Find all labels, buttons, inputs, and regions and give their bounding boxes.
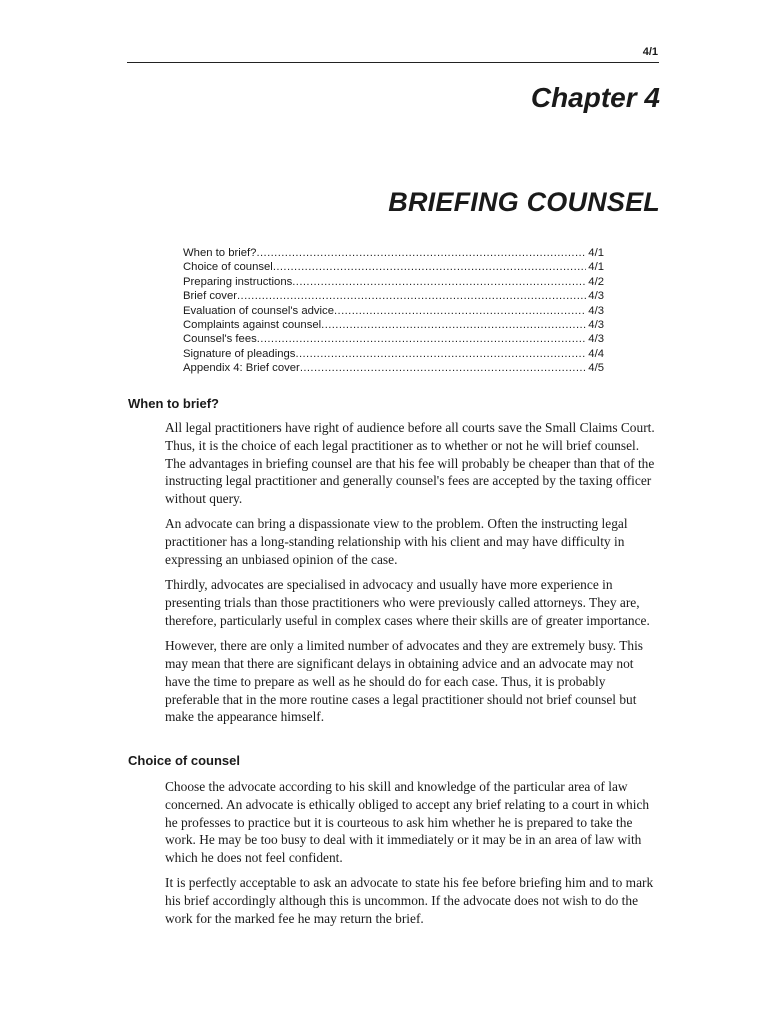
toc-entry-page: 4/4 [588, 347, 604, 360]
toc-entry-page: 4/2 [588, 275, 604, 288]
section-body-when-to-brief [165, 419, 660, 734]
table-of-contents [183, 246, 604, 376]
toc-entry [183, 289, 604, 303]
section-heading-choice-of-counsel: Choice of counsel [128, 753, 240, 768]
toc-entry [183, 275, 604, 289]
body-paragraph: However, there are only a limited number of advocates and they are extremely busy. This may mean that there are significant delays in obtaining advice and an advocate may not have the time to prepare as well as he should do for each case. Thus, it is probably preferable that in the more routine cases a legal practitioner should not brief counsel but make the appearance himself. [165, 638, 644, 725]
toc-leader-dots [256, 246, 586, 260]
toc-entry-label: Brief cover [183, 290, 237, 303]
toc-entry-label: Appendix 4: Brief cover [183, 362, 300, 375]
toc-entry-page: 4/5 [588, 362, 604, 375]
toc-entry-label: Complaints against counsel [183, 319, 322, 332]
toc-entry-label: When to brief? [183, 247, 257, 259]
toc-entry-page: 4/3 [588, 290, 604, 303]
toc-entry [183, 304, 604, 318]
toc-entry [183, 347, 604, 361]
toc-entry-page: 4/3 [588, 319, 604, 332]
chapter-label: Chapter 4 [530, 82, 660, 113]
toc-entry [183, 318, 604, 332]
body-paragraph: An advocate can bring a dispassionate view to the problem. Often the instructing legal practitioner has a long-standing relationship with his client and may have difficulty in expressing an unbiased opinion of the case. [165, 516, 628, 568]
toc-leader-dots [334, 304, 586, 318]
toc-leader-dots [292, 275, 586, 289]
toc-leader-dots [321, 318, 586, 332]
toc-entry-label: Preparing instructions [183, 275, 293, 288]
body-paragraph: Choose the advocate according to his skill and knowledge of the particular area of law concerned. An advocate is ethically obliged to accept any brief relating to a court in which he professes to practice but it is courteous to ask him whether he is prepared to take the work. He may be too busy to deal with it immediately or it may be in an area of law with which he does not feel confident. [165, 779, 650, 866]
toc-entry-label: Evaluation of counsel's advice [183, 304, 334, 317]
toc-entry-label: Signature of pleadings [183, 347, 296, 360]
page-number: 4/1 [642, 46, 658, 58]
toc-leader-dots [237, 289, 586, 303]
toc-entry [183, 246, 604, 260]
body-paragraph: Thirdly, advocates are specialised in advocacy and usually have more experience in presenting trials than those practitioners who were previously called attorneys. They are, therefore, particularly useful in complex cases where their skills are of greater importance. [165, 577, 650, 628]
toc-leader-dots [273, 260, 586, 274]
section-heading-when-to-brief: When to brief? [128, 396, 219, 411]
toc-leader-dots [300, 361, 586, 375]
section-body-choice-of-counsel [165, 778, 660, 935]
toc-entry-page: 4/3 [588, 333, 604, 346]
toc-entry [183, 260, 604, 274]
toc-entry-page: 4/1 [588, 261, 604, 274]
toc-entry-page: 4/1 [588, 247, 604, 259]
body-paragraph: All legal practitioners have right of audience before all courts save the Small Claims Court. Thus, it is the choice of each legal practitioner as to whether or not he will brief counsel. The advantages in briefing counsel are that his fee will probably be cheaper than that of the instructing legal practitioner and generally counsel's fees are accepted by the taxing officer without query. [165, 420, 655, 507]
header-rule [127, 62, 659, 63]
toc-entry-label: Counsel's fees [183, 333, 257, 346]
toc-entry [183, 361, 604, 375]
toc-leader-dots [257, 332, 587, 346]
chapter-title: BRIEFING COUNSEL [388, 187, 660, 217]
body-paragraph: It is perfectly acceptable to ask an advocate to state his fee before briefing him and to mark his brief accordingly although this is uncommon. If the advocate does not wish to do the work for the marked fee he may return the brief. [165, 875, 654, 927]
toc-entry-label: Choice of counsel [183, 261, 273, 274]
toc-leader-dots [295, 347, 586, 361]
toc-entry [183, 332, 604, 346]
toc-entry-page: 4/3 [588, 304, 604, 317]
